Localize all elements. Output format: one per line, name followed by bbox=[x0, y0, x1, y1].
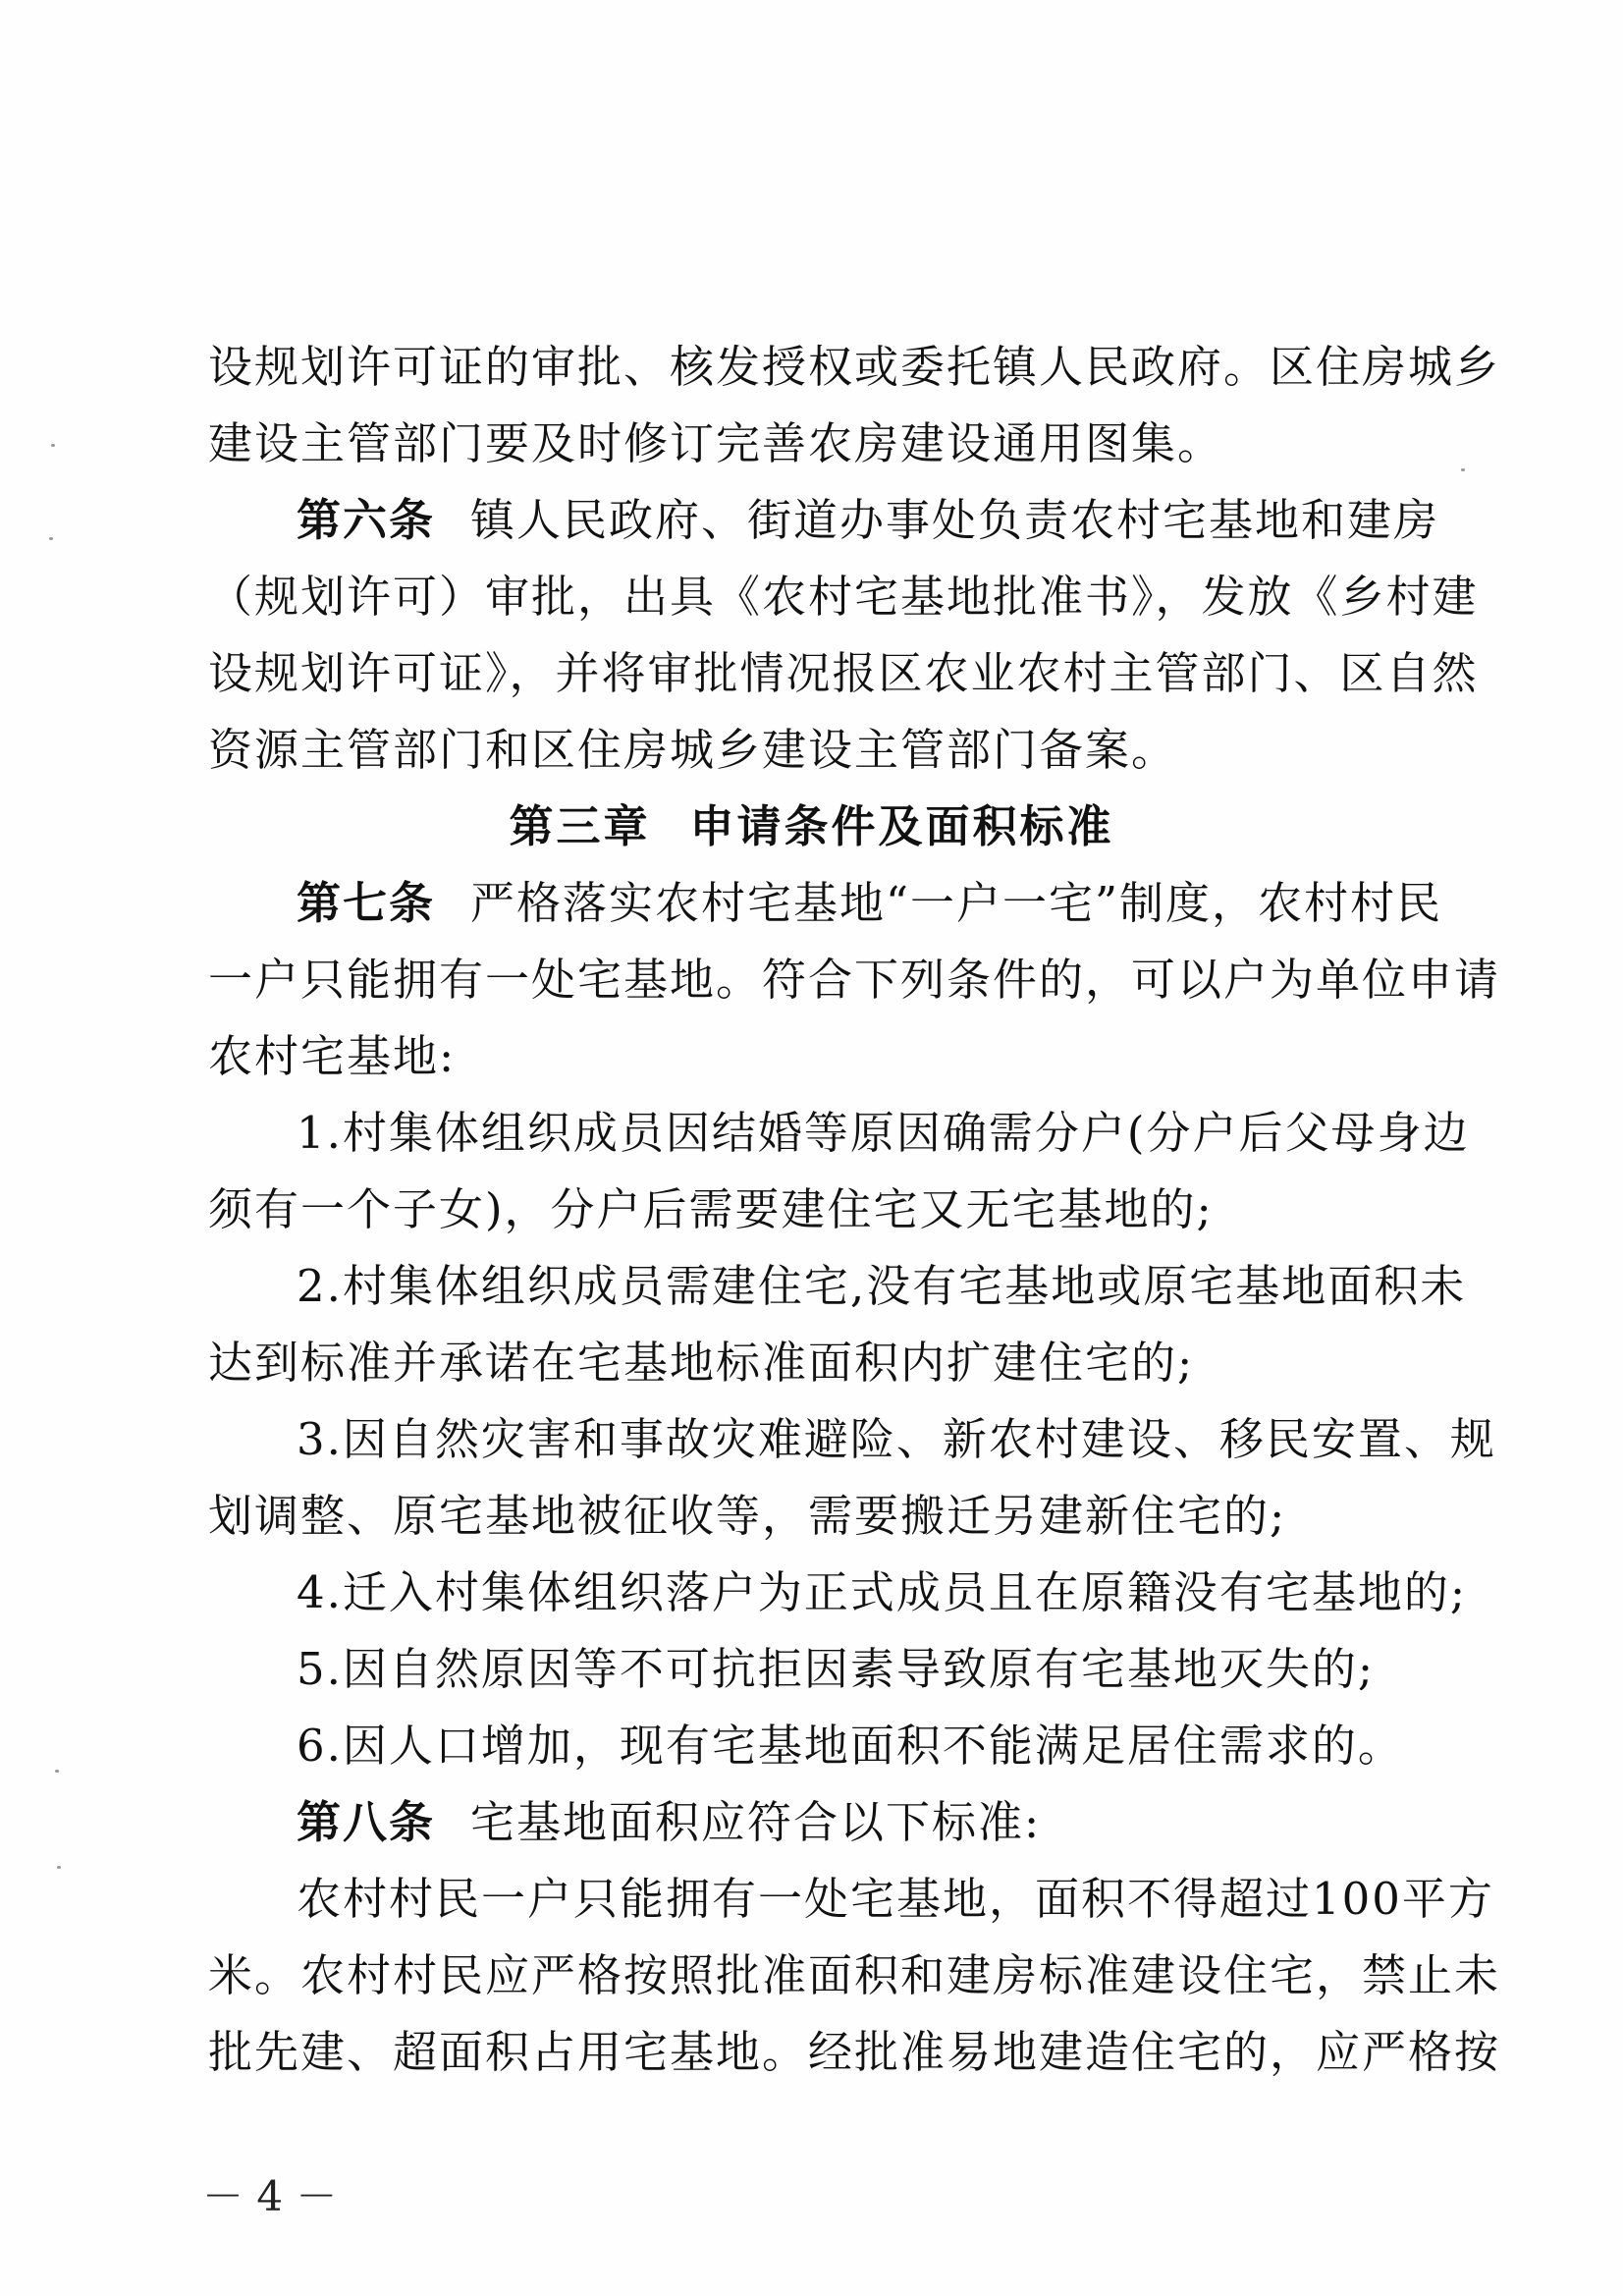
text-line: 米。农村村民应严格按照批准面积和建房标准建设住宅，禁止未 bbox=[208, 1949, 1501, 2001]
article-label: 第七条 bbox=[297, 877, 436, 929]
text-line: 农村村民一户只能拥有一处宅基地，面积不得超过100平方 bbox=[297, 1873, 1494, 1925]
text-line: 设规划许可证的审批、核发授权或委托镇人民政府。区住房城乡 bbox=[208, 341, 1501, 393]
article-6-line bbox=[297, 491, 1440, 550]
text-line: 建设主管部门要及时修订完善农房建设通用图集。 bbox=[208, 417, 1224, 469]
list-item-line: 4.迁入村集体组织落户为正式成员且在原籍没有宅基地的; bbox=[297, 1566, 1468, 1618]
text-line: 设规划许可证》，并将审批情况报区农业农村主管部门、区自然 bbox=[208, 647, 1479, 699]
text-line: 资源主管部门和区住房城乡建设主管部门备案。 bbox=[208, 724, 1178, 776]
scan-speck bbox=[55, 1770, 59, 1773]
text-span: 宅基地面积应符合以下标准: bbox=[470, 1796, 1042, 1848]
text-span: 严格落实农村宅基地“一户一宅”制度，农村村民 bbox=[470, 877, 1443, 929]
scan-speck bbox=[49, 537, 53, 540]
text-line: 批先建、超面积占用宅基地。经批准易地建造住宅的，应严格按 bbox=[208, 2026, 1501, 2078]
text-line: 一户只能拥有一处宅基地。符合下列条件的，可以户为单位申请 bbox=[208, 954, 1501, 1006]
list-item-line: 划调整、原宅基地被征收等，需要搬迁另建新住宅的; bbox=[208, 1490, 1287, 1542]
text-line: （规划许可）审批，出具《农村宅基地批准书》，发放《乡村建 bbox=[208, 571, 1479, 623]
chapter-heading bbox=[0, 797, 1623, 856]
article-label: 第六条 bbox=[297, 494, 436, 546]
list-item-line: 达到标准并承诺在宅基地标准面积内扩建住宅的; bbox=[208, 1337, 1195, 1389]
list-item-line: 6.因人口增加，现有宅基地面积不能满足居住需求的。 bbox=[297, 1720, 1404, 1772]
list-item-line: 5.因自然原因等不可抗拒因素导致原有宅基地灭失的; bbox=[297, 1643, 1376, 1695]
scan-speck bbox=[57, 1866, 61, 1869]
text-span: 镇人民政府、街道办事处负责农村宅基地和建房 bbox=[470, 494, 1440, 546]
scan-speck bbox=[51, 444, 55, 447]
text-line: 农村宅基地: bbox=[208, 1030, 457, 1082]
list-item-line: 2.村集体组织成员需建住宅,没有宅基地或原宅基地面积未 bbox=[297, 1260, 1467, 1312]
scan-speck bbox=[1461, 468, 1465, 471]
chapter-title: 申请条件及面积标准 bbox=[689, 800, 1114, 852]
list-item-line: 1.村集体组织成员因结婚等原因确需分户(分户后父母身边 bbox=[297, 1107, 1470, 1159]
article-8-line bbox=[297, 1793, 1416, 1852]
list-item-line: 3.因自然灾害和事故灾难避险、新农村建设、移民安置、规 bbox=[297, 1413, 1496, 1465]
article-label: 第八条 bbox=[297, 1796, 436, 1848]
list-item-line: 须有一个子女)，分户后需要建住宅又无宅基地的; bbox=[208, 1183, 1214, 1235]
page-number: － 4 － bbox=[202, 2172, 338, 2220]
article-7-line bbox=[297, 874, 1443, 933]
chapter-number: 第三章 bbox=[509, 800, 651, 852]
